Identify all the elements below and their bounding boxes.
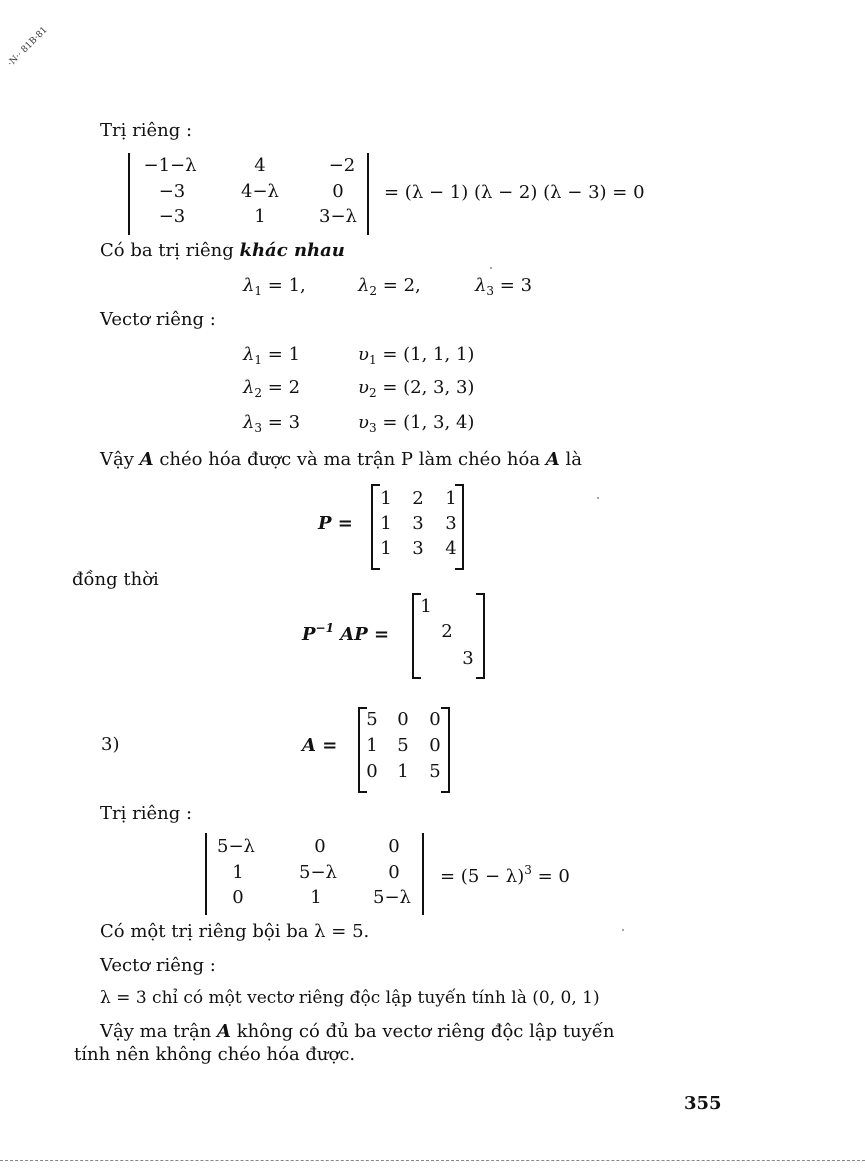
eigenvector-heading-2: Vectơ riêng : [100, 955, 216, 976]
pinv-ap-label: $P^{-1}$ AP = [302, 621, 390, 645]
det2-cell: 5−λ [217, 836, 255, 857]
lambda-2: $\lambda_2 = 2$, [358, 275, 421, 298]
p-cell: 1 [380, 538, 392, 559]
triple-eigenvalue-line: Có một trị riêng bội ba λ = 5. [100, 921, 370, 942]
det1-cell: −3 [158, 181, 186, 202]
eigenvector-1: $\upsilon_1 = (1$, 1, 1) [358, 344, 475, 367]
lambda-1: $\lambda_1 = 1$, [243, 275, 306, 298]
a-cell: 0 [397, 709, 409, 730]
final-conclusion-line-1: Vậy ma trận A không có đủ ba vectơ riêng độc lập tuyến [100, 1021, 615, 1042]
page-edge-line [0, 1160, 865, 1161]
p-cell: 2 [412, 488, 424, 509]
characteristic-equation-2: = $(5 - \lambda)^3 = 0$ [440, 863, 570, 887]
det1-cell: 1 [254, 206, 266, 227]
p-cell: 1 [380, 488, 392, 509]
det1-cell: −2 [328, 155, 356, 176]
a-cell: 1 [366, 735, 378, 756]
p-cell: 1 [380, 513, 392, 534]
d-cell: 3 [462, 648, 474, 669]
a-cell: 0 [429, 709, 441, 730]
distinct-eigen-line: Có ba trị riêng khác nhau [100, 240, 345, 261]
p-cell: 3 [412, 538, 424, 559]
a-label: A = [302, 735, 338, 756]
det1-cell: 0 [332, 181, 344, 202]
det1-cell: 4−λ [241, 181, 279, 202]
eigenvector-heading: Vectơ riêng : [100, 309, 216, 330]
scan-speck [597, 497, 599, 499]
corner-stamp: ·N·· 81B·81 [6, 25, 50, 69]
eigenvalue-heading-2: Trị riêng : [100, 803, 193, 824]
a-cell: 5 [429, 761, 441, 782]
a-cell: 5 [366, 709, 378, 730]
det2-cell: 1 [232, 862, 244, 883]
p-cell: 1 [445, 488, 457, 509]
p-cell: 4 [445, 538, 457, 559]
scan-speck [622, 929, 624, 931]
det1-cell: 4 [254, 155, 266, 176]
p-label: P = [318, 513, 353, 534]
eigenvector-3: $\upsilon_3 = (1$, 3, 4) [358, 412, 475, 435]
det2-cell: 1 [310, 887, 322, 908]
det1-cell: 3−λ [319, 206, 357, 227]
det2-cell: 0 [232, 887, 244, 908]
page-number: 355 [684, 1093, 722, 1114]
diagonalizable-conclusion: Vậy A chéo hóa được và ma trận P làm chéo hóa A là [100, 449, 582, 470]
det1-cell: −1−λ [143, 155, 197, 176]
p-cell: 3 [445, 513, 457, 534]
p-cell: 3 [412, 513, 424, 534]
d-cell: 2 [441, 621, 453, 642]
a-cell: 0 [429, 735, 441, 756]
a-cell: 5 [397, 735, 409, 756]
det2-cell: 0 [388, 862, 400, 883]
lambda-3: $\lambda_3 = 3$ [475, 275, 533, 298]
d-cell: 1 [420, 596, 432, 617]
det2-cell: 5−λ [373, 887, 411, 908]
eigenpair-row: $\lambda_2 = 2$ [243, 377, 301, 400]
characteristic-equation: = (λ − 1) (λ − 2) (λ − 3) = 0 [384, 182, 645, 203]
eigenpair-row: $\lambda_1 = 1$ [243, 344, 301, 367]
eigenpair-row: $\lambda_3 = 3$ [243, 412, 301, 435]
det2-cell: 0 [314, 836, 326, 857]
det1-cell: −3 [158, 206, 186, 227]
final-conclusion-line-2: tính nên không chéo hóa được. [74, 1044, 356, 1065]
eigenvector-2: $\upsilon_2 = (2$, 3, 3) [358, 377, 475, 400]
scan-speck [490, 267, 492, 269]
a-cell: 1 [397, 761, 409, 782]
det2-cell: 0 [388, 836, 400, 857]
item-number: 3) [101, 734, 120, 755]
det2-cell: 5−λ [299, 862, 337, 883]
simultaneously-label: đồng thời [72, 569, 159, 590]
single-eigenvector-line: λ = 3 chỉ có một vectơ riêng độc lập tuyến tính là (0, 0, 1) [100, 988, 600, 1008]
eigenvalue-heading: Trị riêng : [100, 120, 193, 141]
a-cell: 0 [366, 761, 378, 782]
